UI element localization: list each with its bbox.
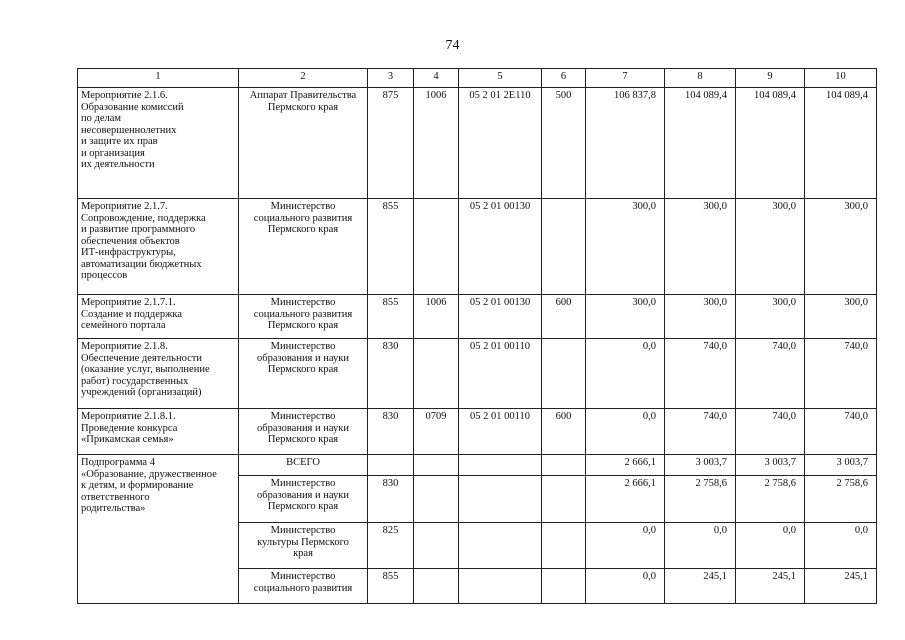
table-row [78, 199, 877, 295]
cell-col-4 [414, 476, 459, 523]
cell-col-9: 245,1 [736, 569, 805, 604]
cell-col-8: 740,0 [665, 339, 736, 409]
table-row [78, 339, 877, 409]
organization-cell: Министерство культуры Пермского края [239, 523, 368, 569]
cell-col-6: 600 [542, 295, 586, 339]
cell-col-9: 300,0 [736, 199, 805, 295]
cell-col-4 [414, 569, 459, 604]
column-header: 1 [78, 69, 239, 88]
cell-col-4: 1006 [414, 88, 459, 199]
cell-col-3 [368, 455, 414, 476]
budget-table [77, 68, 877, 604]
cell-col-4 [414, 455, 459, 476]
cell-col-8: 300,0 [665, 199, 736, 295]
table-row [78, 455, 877, 476]
cell-col-10: 300,0 [805, 199, 877, 295]
cell-col-10: 245,1 [805, 569, 877, 604]
cell-col-6 [542, 476, 586, 523]
column-number-row [78, 69, 877, 88]
cell-col-5 [459, 476, 542, 523]
column-header: 5 [459, 69, 542, 88]
cell-col-6 [542, 199, 586, 295]
cell-col-9: 3 003,7 [736, 455, 805, 476]
cell-col-3: 855 [368, 199, 414, 295]
page-number: 74 [445, 38, 460, 53]
cell-col-10: 740,0 [805, 409, 877, 455]
cell-col-5: 05 2 01 00130 [459, 295, 542, 339]
cell-col-3: 875 [368, 88, 414, 199]
organization-cell: Министерство социального развития Пермского края [239, 295, 368, 339]
organization-cell: ВСЕГО [239, 455, 368, 476]
cell-col-10: 3 003,7 [805, 455, 877, 476]
measure-name-cell: Мероприятие 2.1.8. Обеспечение деятельности (оказание услуг, выполнение работ) государственных учреждений (организаций) [78, 339, 239, 409]
cell-col-7: 0,0 [586, 409, 665, 455]
cell-col-9: 104 089,4 [736, 88, 805, 199]
cell-col-3: 855 [368, 569, 414, 604]
cell-col-8: 740,0 [665, 409, 736, 455]
cell-col-7: 300,0 [586, 295, 665, 339]
cell-col-5 [459, 523, 542, 569]
cell-col-6: 500 [542, 88, 586, 199]
organization-cell: Министерство образования и науки Пермского края [239, 409, 368, 455]
cell-col-5: 05 2 01 00130 [459, 199, 542, 295]
column-header: 8 [665, 69, 736, 88]
cell-col-3: 830 [368, 339, 414, 409]
cell-col-5 [459, 455, 542, 476]
cell-col-9: 740,0 [736, 409, 805, 455]
cell-col-4 [414, 199, 459, 295]
cell-col-5: 05 2 01 00110 [459, 409, 542, 455]
cell-col-8: 300,0 [665, 295, 736, 339]
cell-col-4: 1006 [414, 295, 459, 339]
measure-name-cell: Мероприятие 2.1.8.1. Проведение конкурса «Прикамская семья» [78, 409, 239, 455]
cell-col-7: 0,0 [586, 339, 665, 409]
cell-col-6 [542, 455, 586, 476]
cell-col-7: 106 837,8 [586, 88, 665, 199]
organization-cell: Министерство образования и науки Пермского края [239, 476, 368, 523]
cell-col-5 [459, 569, 542, 604]
cell-col-9: 300,0 [736, 295, 805, 339]
cell-col-8: 245,1 [665, 569, 736, 604]
cell-col-4 [414, 523, 459, 569]
measure-name-cell: Мероприятие 2.1.7. Сопровождение, поддержка и развитие программного обеспечения объектов ИТ-инфраструктуры, автоматизации бюджетных процессов [78, 199, 239, 295]
organization-cell: Министерство социального развития Пермского края [239, 199, 368, 295]
column-header: 7 [586, 69, 665, 88]
organization-cell: Министерство социального развития [239, 569, 368, 604]
cell-col-4: 0709 [414, 409, 459, 455]
cell-col-7: 2 666,1 [586, 455, 665, 476]
table-row [78, 295, 877, 339]
column-header: 2 [239, 69, 368, 88]
measure-name-cell: Мероприятие 2.1.7.1. Создание и поддержка семейного портала [78, 295, 239, 339]
cell-col-7: 0,0 [586, 523, 665, 569]
subprogram-name-cell: Подпрограмма 4 «Образование, дружественное к детям, и формирование ответственного родительства» [78, 455, 239, 604]
cell-col-6 [542, 569, 586, 604]
cell-col-9: 0,0 [736, 523, 805, 569]
cell-col-10: 0,0 [805, 523, 877, 569]
cell-col-5: 05 2 01 00110 [459, 339, 542, 409]
cell-col-7: 2 666,1 [586, 476, 665, 523]
column-header: 9 [736, 69, 805, 88]
cell-col-6: 600 [542, 409, 586, 455]
column-header: 4 [414, 69, 459, 88]
cell-col-4 [414, 339, 459, 409]
cell-col-7: 0,0 [586, 569, 665, 604]
cell-col-3: 830 [368, 409, 414, 455]
cell-col-8: 104 089,4 [665, 88, 736, 199]
cell-col-10: 104 089,4 [805, 88, 877, 199]
cell-col-10: 740,0 [805, 339, 877, 409]
cell-col-10: 300,0 [805, 295, 877, 339]
cell-col-9: 2 758,6 [736, 476, 805, 523]
cell-col-3: 855 [368, 295, 414, 339]
column-header: 10 [805, 69, 877, 88]
column-header: 3 [368, 69, 414, 88]
cell-col-10: 2 758,6 [805, 476, 877, 523]
cell-col-6 [542, 523, 586, 569]
measure-name-cell: Мероприятие 2.1.6. Образование комиссий по делам несовершеннолетних и защите их прав и организация их деятельности [78, 88, 239, 199]
cell-col-9: 740,0 [736, 339, 805, 409]
cell-col-6 [542, 339, 586, 409]
table-row [78, 88, 877, 199]
cell-col-8: 2 758,6 [665, 476, 736, 523]
cell-col-8: 0,0 [665, 523, 736, 569]
cell-col-8: 3 003,7 [665, 455, 736, 476]
organization-cell: Аппарат Правительства Пермского края [239, 88, 368, 199]
cell-col-5: 05 2 01 2Е110 [459, 88, 542, 199]
organization-cell: Министерство образования и науки Пермского края [239, 339, 368, 409]
cell-col-7: 300,0 [586, 199, 665, 295]
column-header: 6 [542, 69, 586, 88]
table-row [78, 409, 877, 455]
cell-col-3: 825 [368, 523, 414, 569]
cell-col-3: 830 [368, 476, 414, 523]
